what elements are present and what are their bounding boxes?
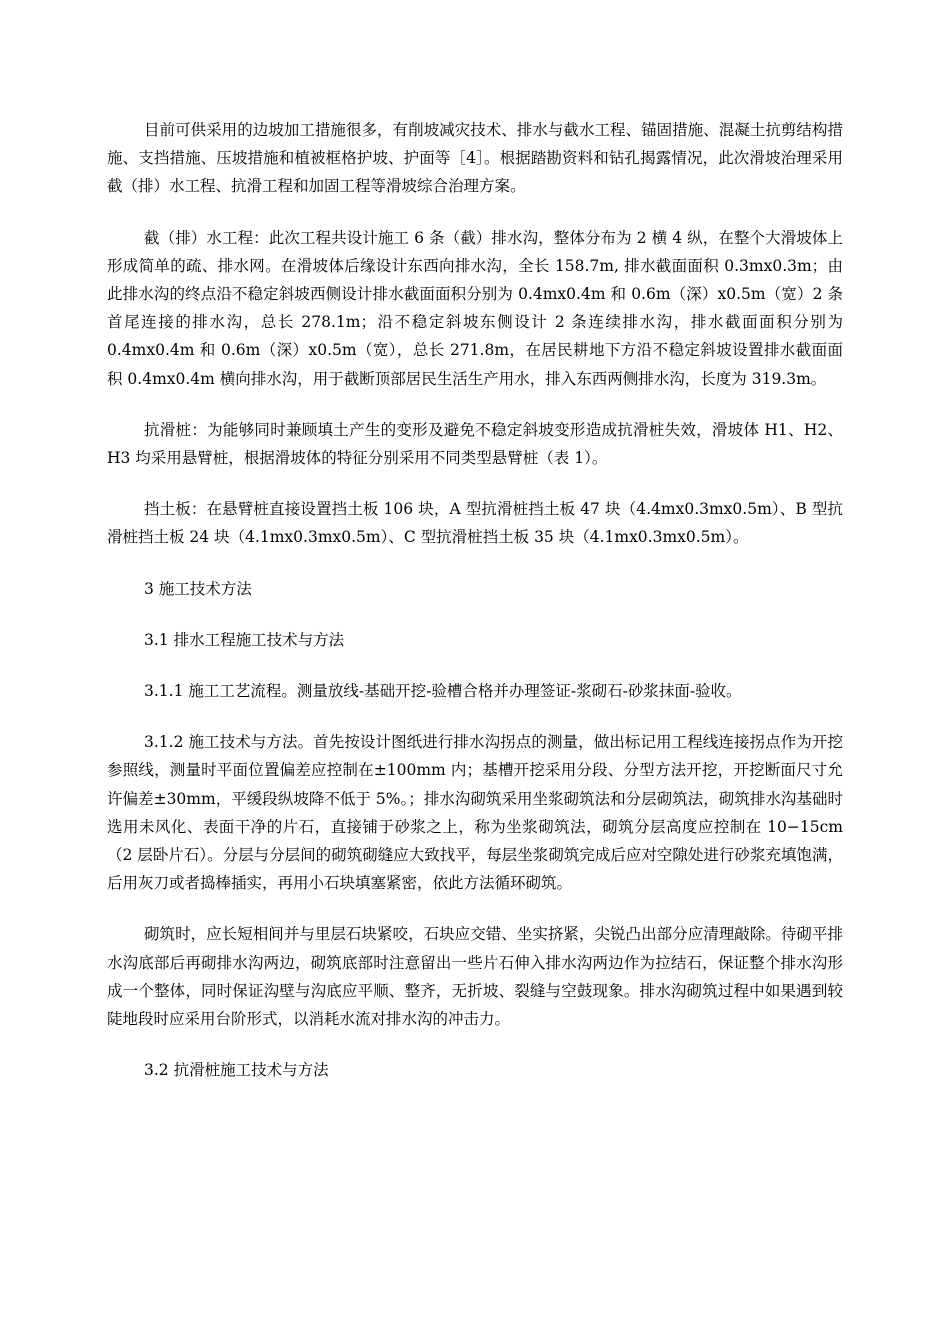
section-heading-3-1: 3.1 排水工程施工技术与方法	[144, 630, 345, 649]
paragraph-retaining-plates: 挡土板：在悬臂桩直接设置挡土板 106 块，A 型抗滑桩挡土板 47 块（4.4mx0.3mx0.5m）、B 型抗滑桩挡土板 24 块（4.1mx0.3mx0.5m）、C 型抗滑桩挡土板 35 块（4.1mx0.3mx0.5m）。	[107, 500, 843, 547]
paragraph-3-1-1: 3.1.1 施工工艺流程。测量放线-基础开挖-验槽合格并办理签证-浆砌石-砂浆抹面-验收。	[144, 682, 742, 701]
section-heading-3: 3 施工技术方法	[144, 579, 252, 598]
document-page	[107, 116, 843, 1084]
paragraph-anti-slide-piles: 抗滑桩：为能够同时兼顾填土产生的变形及避免不稳定斜坡变形造成抗滑桩失效，滑坡体 H1、H2、H3 均采用悬臂桩，根据滑坡体的特征分别采用不同类型悬臂桩（表 1）。	[107, 420, 843, 468]
paragraph-drainage-works: 截（排）水工程：此次工程共设计施工 6 条（截）排水沟，整体分布为 2 横 4 纵，在整个大滑坡体上形成简单的疏、排水网。在滑坡体后缘设计东西向排水沟，全长 158.7m, 排水截面面积 0.3mx0.3m；由此排水沟的终点沿不稳定斜坡西侧设计排水截面面积分别为 0.4mx0.4m 和 0.6m（深）x0.5m（宽）2 条首尾连接的排水沟，总长 278.1m；沿不稳定斜坡东侧设计 2 条连续排水沟，排水截面面积分别为 0.4mx0.4m 和 0.6m（深）x0.5m（宽），总长 271.8m，在居民耕地下方沿不稳定斜坡设置排水截面面积 0.4mx0.4m 横向排水沟，用于截断顶部居民生活生产用水，排入东西两侧排水沟，长度为 319.3m。	[107, 228, 843, 388]
paragraph-masonry: 砌筑时，应长短相间并与里层石块紧咬，石块应交错、坐实挤紧，尖锐凸出部分应清理敲除。待砌平排水沟底部后再砌排水沟两边，砌筑底部时注意留出一些片石伸入排水沟两边作为拉结石，保证整个排水沟形成一个整体，同时保证沟壁与沟底应平顺、整齐，无折坡、裂缝与空鼓现象。排水沟砌筑过程中如果遇到较陡地段时应采用台阶形式，以消耗水流对排水沟的冲击力。	[107, 925, 843, 1029]
section-heading-3-2: 3.2 抗滑桩施工技术与方法	[144, 1061, 329, 1080]
paragraph-3-1-2: 3.1.2 施工技术与方法。首先按设计图纸进行排水沟拐点的测量，做出标记用工程线连接拐点作为开挖参照线，测量时平面位置偏差应控制在±100mm 内；基槽开挖采用分段、分型方法开挖，开挖断面尺寸允许偏差±30mm，平缓段纵坡降不低于 5%。；排水沟砌筑采用坐浆砌筑法和分层砌筑法，砌筑排水沟基础时选用未风化、表面干净的片石，直接铺于砂浆之上，称为坐浆砌筑法，砌筑分层高度应控制在 10−15cm（2 层卧片石）。分层与分层间的砌筑砌缝应大致找平，每层坐浆砌筑完成后应对空隙处进行砂浆充填饱满，后用灰刀或者捣棒插实，再用小石块填塞紧密，依此方法循环砌筑。	[107, 733, 843, 893]
paragraph-slope-measures: 目前可供采用的边坡加工措施很多，有削坡减灾技术、排水与截水工程、锚固措施、混凝土抗剪结构措施、支挡措施、压坡措施和植被框格护坡、护面等［4］。根据踏勘资料和钻孔揭露情况，此次滑坡治理采用截（排）水工程、抗滑工程和加固工程等滑坡综合治理方案。	[107, 121, 843, 196]
